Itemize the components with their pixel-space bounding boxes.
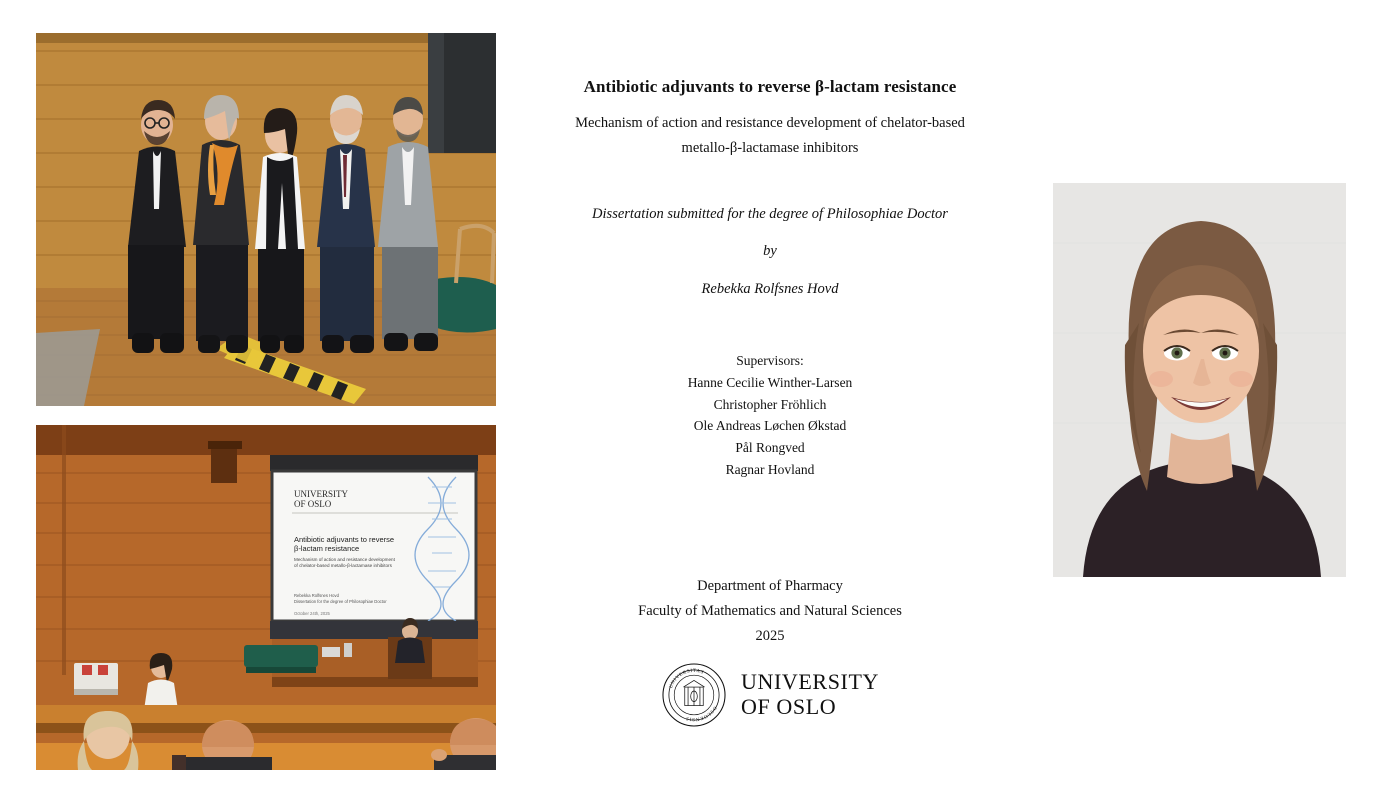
- supervisor-name: Pål Rongved: [735, 440, 805, 456]
- university-logo-text: [741, 670, 879, 719]
- author-name: Rebekka Rolfsnes Hovd: [701, 280, 839, 297]
- svg-text:Mechanism of action and resist: Mechanism of action and resistance development: [294, 557, 395, 562]
- svg-text:UNIVERSITY: UNIVERSITY: [294, 489, 348, 499]
- subtitle-line-1: Mechanism of action and resistance development of chelator-based: [575, 115, 965, 132]
- by-label: by: [763, 242, 777, 259]
- subtitle-line-2: metallo-β-lactamase inhibitors: [681, 140, 859, 157]
- supervisor-name: Ole Andreas Løchen Økstad: [693, 418, 847, 434]
- author-portrait-photo: [1053, 183, 1346, 577]
- logo-line-1: UNIVERSITY: [741, 669, 879, 695]
- supervisors-label: Supervisors:: [736, 352, 804, 368]
- university-logo: [520, 662, 1020, 728]
- lecture-hall-illustration: [36, 425, 496, 770]
- department-name: Department of Pharmacy: [697, 578, 843, 594]
- group-photo-illustration: [36, 33, 496, 406]
- publication-year: 2025: [755, 627, 785, 644]
- university-of-oslo-seal-icon: [661, 662, 727, 728]
- page-title: Antibiotic adjuvants to reverse β-lactam resistance: [583, 77, 957, 96]
- supervisor-name: Ragnar Hovland: [725, 462, 815, 478]
- svg-text:OSLOENSIS: OSLOENSIS: [685, 704, 717, 721]
- group-photo-committee: [36, 33, 496, 406]
- author-portrait-illustration: [1053, 183, 1346, 577]
- supervisor-name: Christopher Fröhlich: [713, 396, 827, 412]
- lecture-hall-photo: [36, 425, 496, 770]
- audience-figure-left: [74, 663, 118, 695]
- institution-block: [520, 574, 1020, 649]
- faculty-name: Faculty of Mathematics and Natural Sciences: [638, 602, 902, 619]
- logo-line-2: OF OSLO: [741, 693, 837, 719]
- supervisor-name: Hanne Cecilie Winther-Larsen: [687, 374, 853, 390]
- svg-text:Dissertation for the degree of: Dissertation for the degree of Philosophiae Doctor: [294, 599, 387, 604]
- svg-text:β-lactam resistance: β-lactam resistance: [294, 544, 360, 553]
- svg-text:OF OSLO: OF OSLO: [294, 499, 332, 509]
- svg-text:of chelator-based metallo-β-la: of chelator-based metallo-β-lactamase inhibitors: [294, 563, 392, 568]
- svg-text:October 24th, 2025: October 24th, 2025: [294, 611, 330, 616]
- supervisors-block: [520, 350, 1020, 481]
- svg-text:Rebekka Rolfsnes Hovd: Rebekka Rolfsnes Hovd: [294, 593, 339, 598]
- svg-text:Antibiotic adjuvants to revers: Antibiotic adjuvants to reverse: [294, 535, 395, 544]
- title-page: [520, 0, 1020, 788]
- svg-text:UNIVERSITAS: UNIVERSITAS: [668, 668, 705, 690]
- degree-statement: Dissertation submitted for the degree of Philosophiae Doctor: [592, 205, 948, 222]
- page-subtitle: [520, 111, 1020, 162]
